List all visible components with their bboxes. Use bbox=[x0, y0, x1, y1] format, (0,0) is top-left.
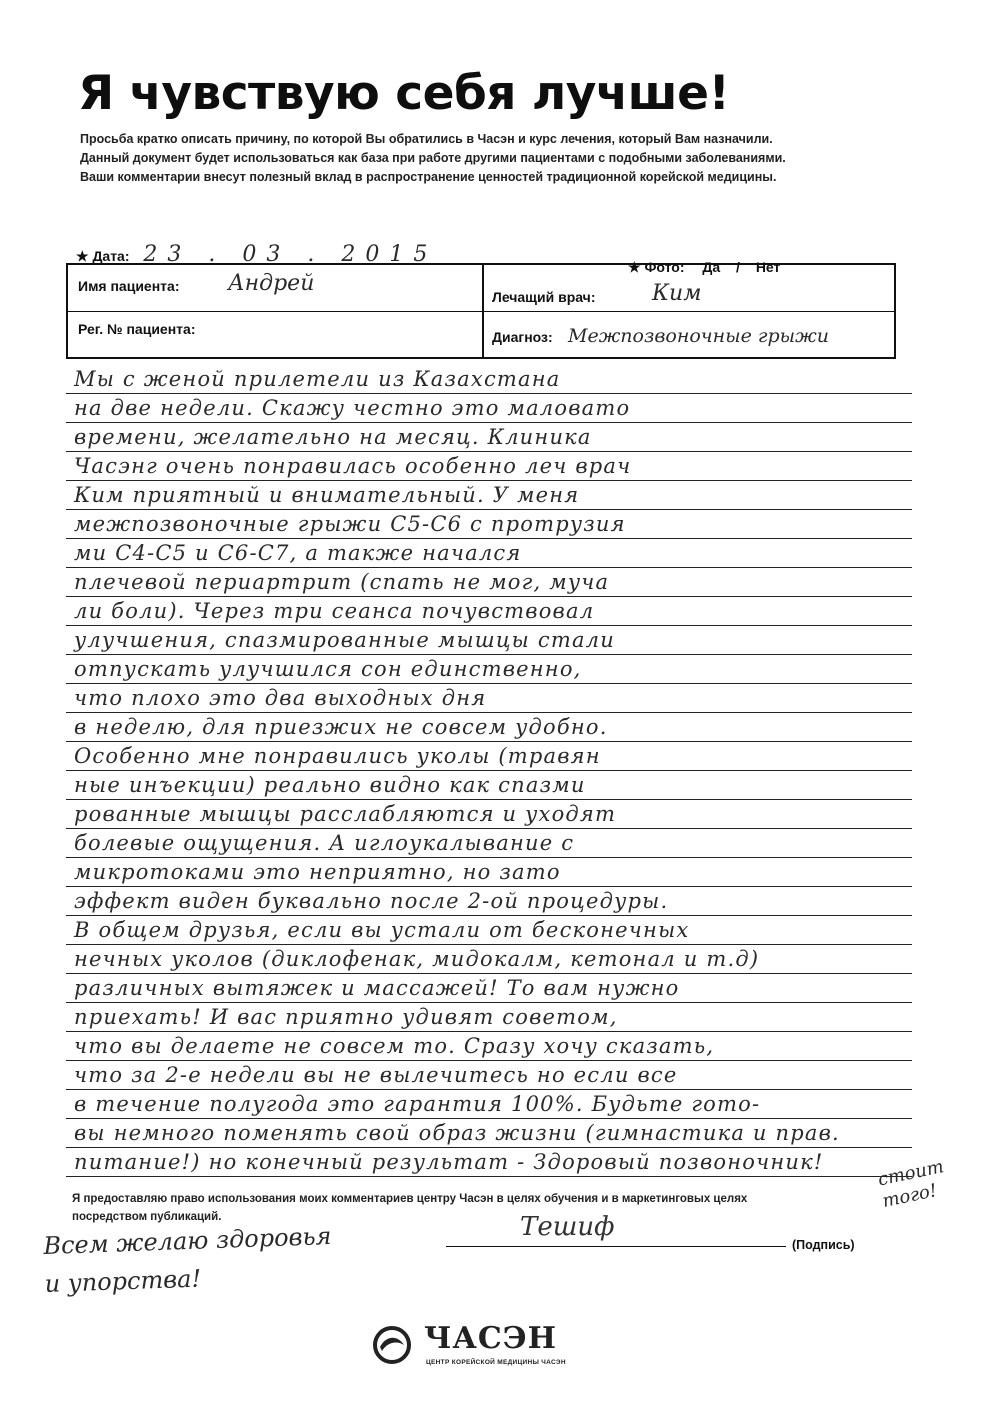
testimonial-line: В общем друзья, если вы устали от бесконечных bbox=[74, 917, 690, 942]
date-label: ★ Дата: bbox=[76, 248, 130, 264]
testimonial-line: рованные мышцы расслабляются и уходят bbox=[74, 801, 617, 826]
doctor-label: Лечащий врач: bbox=[492, 289, 596, 305]
testimonial-line: на две недели. Скажу честно это маловато bbox=[74, 395, 631, 420]
brand-name: ЧАСЭН bbox=[424, 1321, 557, 1356]
testimonial-line: микротоками это неприятно, но зато bbox=[74, 859, 561, 884]
testimonial-line: ли боли). Через три сеанса почувствовал bbox=[74, 598, 595, 623]
doctor-value: Ким bbox=[652, 281, 702, 306]
testimonial-line: болевые ощущения. А иглоукалывание с bbox=[74, 830, 575, 855]
testimonial-line: вы немного поменять свой образ жизни (гимнастика и прав. bbox=[74, 1120, 840, 1145]
wish-line: и упорства! bbox=[44, 1264, 202, 1299]
chaseng-logo-icon bbox=[372, 1325, 412, 1365]
diagnosis-label: Диагноз: bbox=[492, 329, 553, 345]
testimonial-line: в течение полугода это гарантия 100%. Будьте гото- bbox=[74, 1091, 761, 1116]
signature-line bbox=[446, 1246, 786, 1247]
margin-note: стоит того! bbox=[876, 1156, 946, 1213]
photo-yes: Да bbox=[702, 259, 721, 275]
testimonial-line: ные инъекции) реально видно как спазми bbox=[74, 772, 586, 797]
reg-no-label: Рег. № пациента: bbox=[78, 321, 196, 337]
consent-line: Я предоставляю право использования моих комментариев центру Часэн в целях обучения и в маркетинговых целях bbox=[72, 1193, 748, 1205]
testimonial-line: Мы с женой прилетели из Казахстана bbox=[74, 366, 561, 391]
testimonial-line: эффект виден буквально после 2-ой процедуры. bbox=[74, 888, 669, 913]
photo-separator: / bbox=[736, 259, 740, 275]
intro-line: Просьба кратко описать причину, по которой Вы обратились в Часэн и курс лечения, который Вам назначили. bbox=[80, 132, 773, 146]
signature-mark: Тешиф bbox=[520, 1212, 615, 1242]
testimonial-line: нечных уколов (диклофенак, мидокалм, кетонал и т.д) bbox=[74, 946, 760, 971]
testimonial-line: плечевой периартрит (спать не мог, муча bbox=[74, 569, 610, 594]
testimonial-line: что вы делаете не совсем то. Сразу хочу сказать, bbox=[74, 1033, 715, 1058]
intro-line: Данный документ будет использоваться как база при работе другими пациентами с подобными заболеваниями. bbox=[80, 151, 786, 165]
consent-line: посредством публикаций. bbox=[72, 1211, 222, 1223]
testimonial-line: различных вытяжек и массажей! То вам нужно bbox=[74, 975, 680, 1000]
date-value: 23 . 03 . 2015 bbox=[143, 242, 438, 267]
intro-text bbox=[80, 130, 920, 187]
testimonial-line: ми С4-С5 и С6-С7, а также начался bbox=[74, 540, 522, 565]
testimonial-lines bbox=[66, 362, 912, 1182]
testimonial-line: времени, желательно на месяц. Клиника bbox=[74, 424, 592, 449]
patient-name-value: Андрей bbox=[228, 271, 315, 296]
intro-line: Ваши комментарии внесут полезный вклад в распространение ценностей традиционной корейской медицины. bbox=[80, 170, 777, 184]
testimonial-line: Особенно мне понравились уколы (травян bbox=[74, 743, 601, 768]
testimonial-line: Часэнг очень понравилась особенно леч врач bbox=[74, 453, 632, 478]
wish-line: Всем желаю здоровья bbox=[42, 1221, 332, 1261]
consent-text bbox=[72, 1190, 892, 1226]
testimonial-line: Ким приятный и внимательный. У меня bbox=[74, 482, 580, 507]
brand-logo bbox=[372, 1321, 572, 1381]
testimonial-line: что за 2-е недели вы не вылечитесь но если все bbox=[74, 1062, 678, 1087]
photo-no: Нет bbox=[755, 259, 781, 275]
patient-info-table bbox=[66, 263, 896, 359]
diagnosis-value: Межпозвоночные грыжи bbox=[568, 325, 829, 347]
testimonial-line: что плохо это два выходных дня bbox=[74, 685, 487, 710]
testimonial-line: межпозвоночные грыжи С5-С6 с протрузия bbox=[74, 511, 626, 536]
wish-text bbox=[43, 1217, 334, 1303]
page-title: Я чувствую себя лучше! bbox=[78, 66, 730, 121]
testimonial-line: питание!) но конечный результат - Здоровый позвоночник! bbox=[74, 1149, 824, 1174]
photo-label: ★ Фото: bbox=[628, 259, 685, 275]
testimonial-line: отпускать улучшился сон единственно, bbox=[74, 656, 582, 681]
brand-subtitle: ЦЕНТР КОРЕЙСКОЙ МЕДИЦИНЫ ЧАСЭН bbox=[426, 1359, 566, 1366]
signature-label: (Подпись) bbox=[792, 1238, 855, 1252]
patient-name-label: Имя пациента: bbox=[78, 278, 180, 294]
testimonial-line: приехать! И вас приятно удивят советом, bbox=[74, 1004, 618, 1029]
testimonial-line: улучшения, спазмированные мышцы стали bbox=[74, 627, 615, 652]
testimonial-line: в неделю, для приезжих не совсем удобно. bbox=[74, 714, 608, 739]
